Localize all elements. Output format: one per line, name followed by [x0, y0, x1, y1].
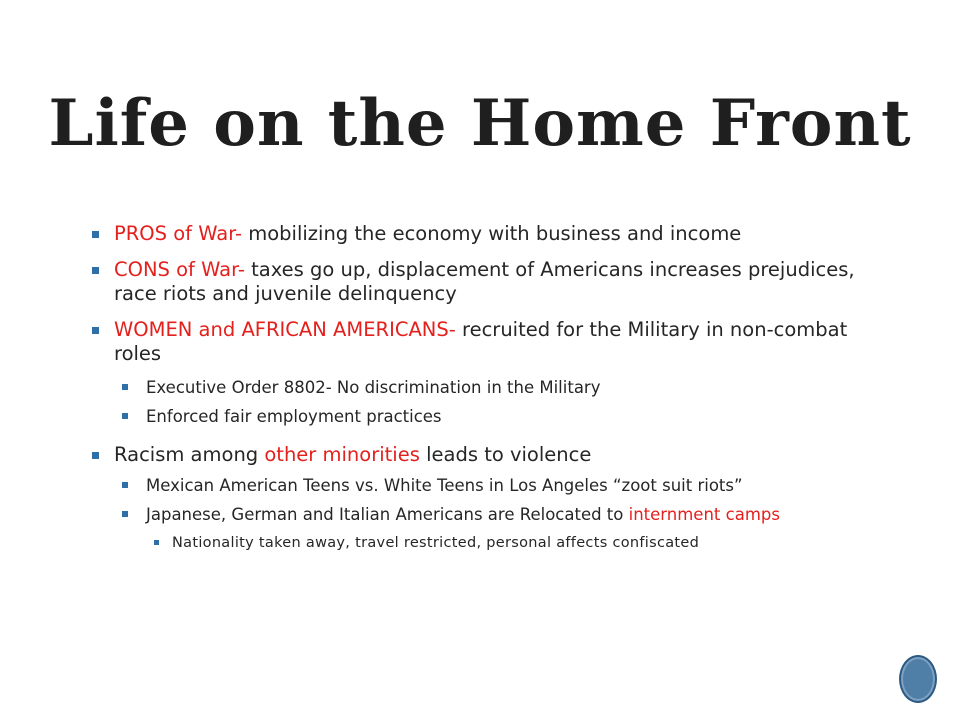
bullet-text: leads to violence: [419, 443, 592, 466]
bullet-women-african-americans: [90, 318, 870, 366]
bullet-text: taxes go up, displacement of Americans increases prejudices, race riots and juvenile delinquency: [114, 258, 855, 305]
square-bullet-icon: [122, 511, 128, 517]
bullet-text: recruited for the Military in non-combat roles: [114, 318, 848, 365]
bullet-list: [90, 222, 870, 552]
sub-sub-bullet-text: Nationality taken away, travel restricted, personal affects confiscated: [172, 535, 700, 551]
sub-bullet: [118, 378, 870, 398]
sub-sub-bullet: [150, 534, 870, 552]
sub-bullet-red-text: internment camps: [628, 505, 780, 524]
sub-bullet-text: Japanese, German and Italian Americans are Relocated to: [146, 505, 629, 524]
page-number-badge: [899, 655, 937, 703]
square-bullet-icon: [122, 413, 128, 419]
sub-list: [90, 378, 870, 427]
sub-bullet: [118, 407, 870, 427]
bullet-racism: [90, 443, 870, 467]
bullet-text: mobilizing the economy with business and income: [242, 222, 742, 245]
bullet-label: WOMEN and AFRICAN AMERICANS-: [114, 318, 456, 341]
square-bullet-icon: [92, 327, 99, 334]
square-bullet-icon: [122, 482, 128, 488]
bullet-label: CONS of War-: [114, 258, 245, 281]
bullet-text: Racism among: [114, 443, 265, 466]
bullet-label: PROS of War-: [114, 222, 243, 245]
sub-bullet-text: Executive Order 8802- No discrimination in the Military: [146, 378, 601, 397]
bullet-pros: [90, 222, 870, 246]
sub-bullet: [118, 476, 870, 496]
bullet-cons: [90, 258, 870, 306]
sub-bullet: [118, 505, 870, 525]
sub-bullet-text: Mexican American Teens vs. White Teens in Los Angeles “zoot suit riots”: [146, 476, 743, 495]
slide-title: Life on the Home Front: [48, 86, 912, 161]
square-bullet-icon: [92, 231, 99, 238]
bullet-label: other minorities: [264, 443, 420, 466]
square-bullet-icon: [92, 267, 99, 274]
sub-bullet-text: Enforced fair employment practices: [146, 407, 442, 426]
square-bullet-icon: [154, 540, 159, 545]
square-bullet-icon: [122, 384, 128, 390]
square-bullet-icon: [92, 452, 99, 459]
